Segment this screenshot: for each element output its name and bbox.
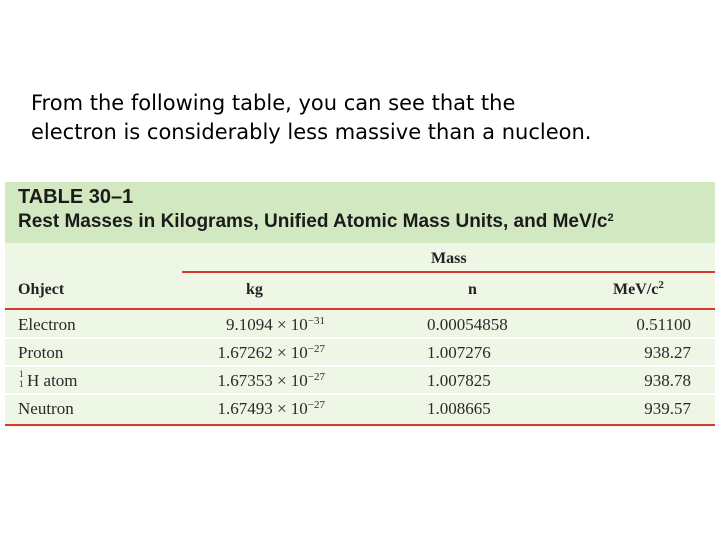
mass-table — [5, 182, 715, 427]
table-row — [5, 395, 715, 421]
column-header-mev: MeV/$c^2$ — [613, 279, 664, 298]
mass-group-header: Mass — [431, 250, 467, 267]
intro-line-1: From the following table, you can see that the — [31, 91, 516, 115]
cell-object: Proton — [18, 343, 64, 362]
cell-kg: $1.67493 \times 10^{-27}$ — [217, 399, 325, 418]
table-row — [5, 311, 715, 337]
column-header-object: Ohject — [18, 281, 65, 298]
column-header-kg: kg — [246, 281, 263, 298]
intro-text — [31, 89, 691, 147]
cell-kg: $1.67262 \times 10^{-27}$ — [217, 343, 325, 362]
cell-mev: 0.51100 — [636, 315, 691, 334]
table-number: TABLE 30–1 — [18, 186, 134, 208]
cell-kg: $1.67353 \times 10^{-27}$ — [217, 371, 325, 390]
column-header-u: n — [468, 281, 477, 298]
cell-kg: $9.1094 \times 10^{-31}$ — [225, 315, 325, 334]
cell-u: 1.007825 — [427, 371, 491, 390]
cell-object: Electron — [18, 315, 76, 334]
table-row — [5, 339, 715, 365]
cell-mev: 939.57 — [644, 399, 691, 418]
cell-u: 1.008665 — [427, 399, 491, 418]
cell-mev: 938.27 — [644, 343, 691, 362]
table-header — [5, 182, 715, 243]
intro-line-2: electron is considerably less massive than a nucleon. — [31, 120, 592, 144]
cell-object: 1 1 H atom — [19, 369, 78, 390]
isotope-notation: 1 1 — [19, 369, 24, 389]
cell-object: Neutron — [18, 399, 74, 418]
group-rule — [182, 271, 715, 273]
bottom-rule — [5, 424, 715, 426]
cell-mev: 938.78 — [644, 371, 691, 390]
table-title: Rest Masses in Kilograms, Unified Atomic Mass Units, and MeV/$c^2$ — [18, 211, 614, 232]
table-row — [5, 367, 715, 393]
cell-u: 0.00054858 — [427, 315, 508, 334]
cell-u: 1.007276 — [427, 343, 491, 362]
header-rule — [5, 308, 715, 310]
